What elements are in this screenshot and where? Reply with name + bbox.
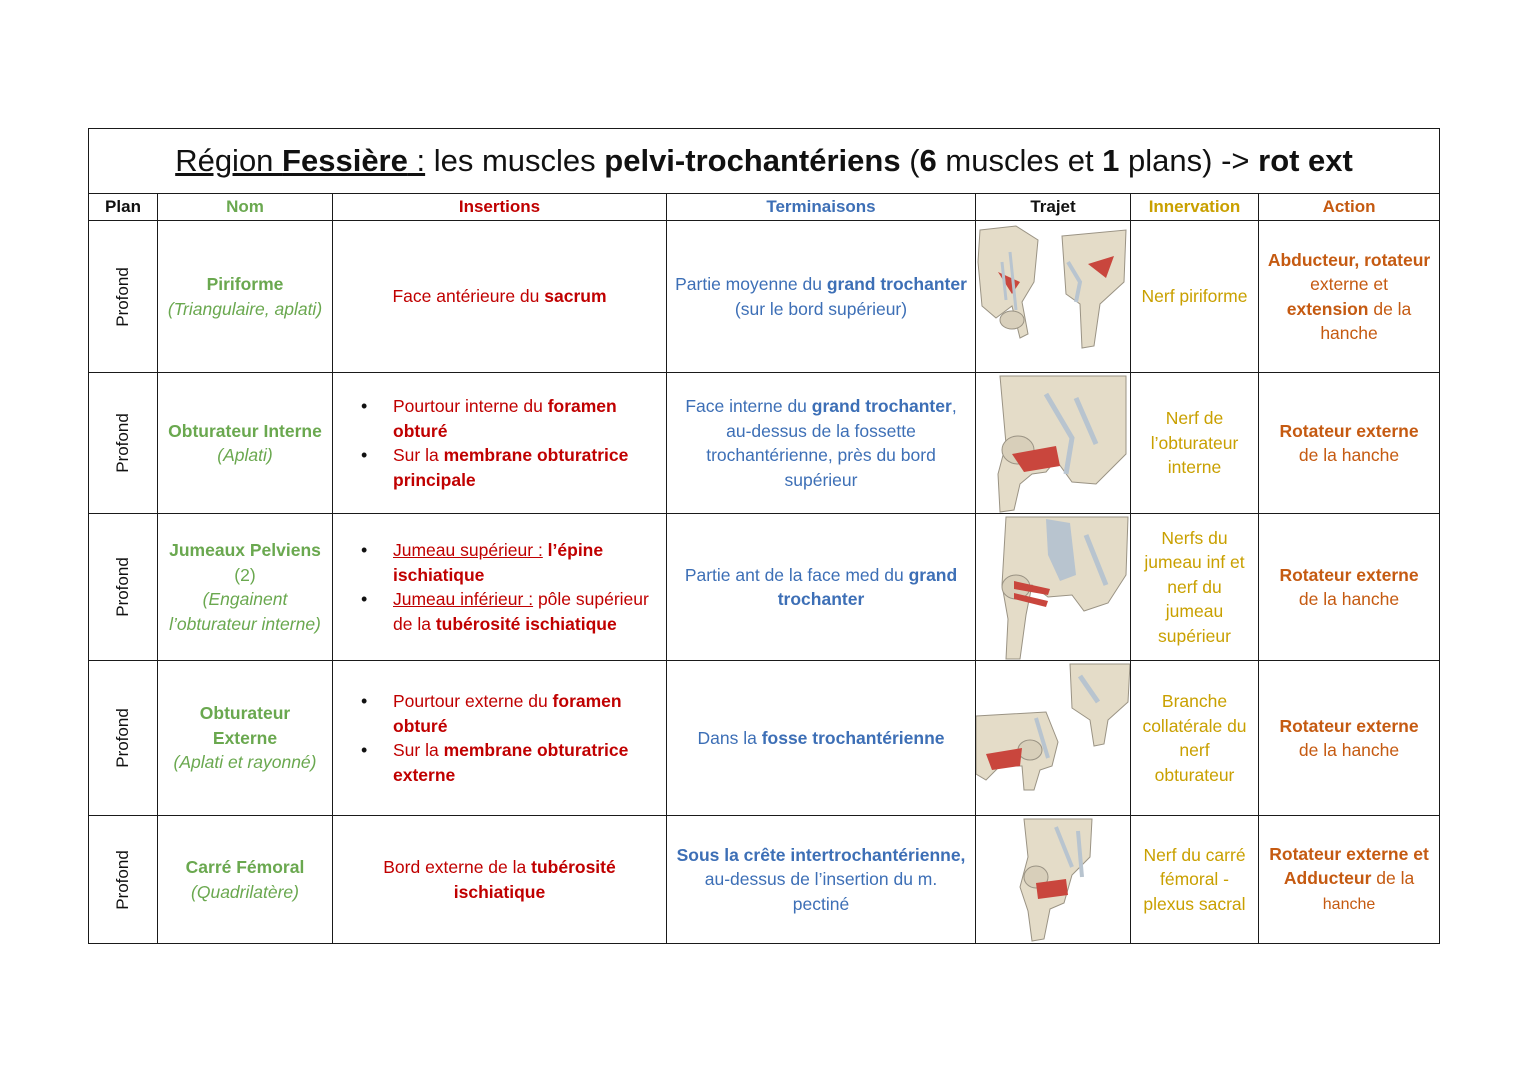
trajet-cell bbox=[976, 221, 1131, 373]
header-insertions: Insertions bbox=[333, 194, 667, 221]
innervation-cell: Nerfs du jumeau inf et nerf du jumeau supérieur bbox=[1131, 514, 1259, 661]
termination-cell: Partie ant de la face med du grand trochanter bbox=[667, 514, 976, 661]
termination-cell: Partie moyenne du grand trochanter (sur le bord supérieur) bbox=[667, 221, 976, 373]
trajet-cell bbox=[976, 514, 1131, 661]
hip-bone-illustration-icon bbox=[976, 662, 1130, 815]
action-cell: Rotateur externe et Adducteur de la hanche bbox=[1259, 816, 1440, 944]
plan-cell: Profond bbox=[89, 373, 158, 514]
plan-cell: Profond bbox=[89, 661, 158, 816]
header-action: Action bbox=[1259, 194, 1440, 221]
header-nom: Nom bbox=[158, 194, 333, 221]
muscle-name-cell: Obturateur Externe (Aplati et rayonné) bbox=[158, 661, 333, 816]
plan-cell: Profond bbox=[89, 514, 158, 661]
hip-bone-illustration-icon bbox=[976, 374, 1130, 513]
plan-cell: Profond bbox=[89, 221, 158, 373]
innervation-cell: Branche collatérale du nerf obturateur bbox=[1131, 661, 1259, 816]
table-row bbox=[89, 661, 1440, 816]
trajet-cell bbox=[976, 373, 1131, 514]
insertion-cell bbox=[333, 661, 667, 816]
action-cell: Abducteur, rotateur externe et extension de la hanche bbox=[1259, 221, 1440, 373]
list-item: • Jumeau supérieur : l’épine ischiatique bbox=[361, 538, 658, 587]
innervation-cell: Nerf du carré fémoral - plexus sacral bbox=[1131, 816, 1259, 944]
insertion-cell: Face antérieure du sacrum bbox=[333, 221, 667, 373]
table-row bbox=[89, 373, 1440, 514]
list-item: • Sur la membrane obturatrice principale bbox=[361, 443, 658, 492]
insertion-cell bbox=[333, 514, 667, 661]
hip-bone-illustration-icon bbox=[976, 817, 1130, 943]
header-terminaisons: Terminaisons bbox=[667, 194, 976, 221]
action-cell: Rotateur externe de la hanche bbox=[1259, 514, 1440, 661]
list-item: • Sur la membrane obturatrice externe bbox=[361, 738, 658, 787]
header-row bbox=[89, 194, 1440, 221]
list-item: • Pourtour externe du foramen obturé bbox=[361, 689, 658, 738]
table-row bbox=[89, 221, 1440, 373]
insertion-cell: Bord externe de la tubérosité ischiatique bbox=[333, 816, 667, 944]
header-plan: Plan bbox=[89, 194, 158, 221]
hip-bone-illustration-icon bbox=[976, 222, 1130, 372]
header-trajet: Trajet bbox=[976, 194, 1131, 221]
innervation-cell: Nerf piriforme bbox=[1131, 221, 1259, 373]
table-row bbox=[89, 514, 1440, 661]
termination-cell: Dans la fosse trochantérienne bbox=[667, 661, 976, 816]
action-cell: Rotateur externe de la hanche bbox=[1259, 661, 1440, 816]
list-item: • Jumeau inférieur : pôle supérieur de la tubérosité ischiatique bbox=[361, 587, 658, 636]
trajet-cell bbox=[976, 816, 1131, 944]
muscle-table-sheet bbox=[88, 128, 1439, 944]
termination-cell: Face interne du grand trochanter, au-dessus de la fossette trochantérienne, près du bord supérieur bbox=[667, 373, 976, 514]
muscle-name-cell: Piriforme (Triangulaire, aplati) bbox=[158, 221, 333, 373]
muscle-table bbox=[88, 128, 1440, 944]
hip-bone-illustration-icon bbox=[976, 515, 1130, 660]
header-innervation: Innervation bbox=[1131, 194, 1259, 221]
trajet-cell bbox=[976, 661, 1131, 816]
action-cell: Rotateur externe de la hanche bbox=[1259, 373, 1440, 514]
table-title: Région Fessière : les muscles pelvi-trochantériens (6 muscles et 1 plans) -> rot ext bbox=[89, 129, 1440, 194]
muscle-name-cell: Jumeaux Pelviens (2) (Engainent l’obturateur interne) bbox=[158, 514, 333, 661]
plan-cell: Profond bbox=[89, 816, 158, 944]
list-item: • Pourtour interne du foramen obturé bbox=[361, 394, 658, 443]
innervation-cell: Nerf de l’obturateur interne bbox=[1131, 373, 1259, 514]
muscle-name-cell: Carré Fémoral (Quadrilatère) bbox=[158, 816, 333, 944]
muscle-name-cell: Obturateur Interne (Aplati) bbox=[158, 373, 333, 514]
table-row bbox=[89, 816, 1440, 944]
termination-cell: Sous la crête intertrochantérienne, au-dessus de l’insertion du m. pectiné bbox=[667, 816, 976, 944]
insertion-cell bbox=[333, 373, 667, 514]
